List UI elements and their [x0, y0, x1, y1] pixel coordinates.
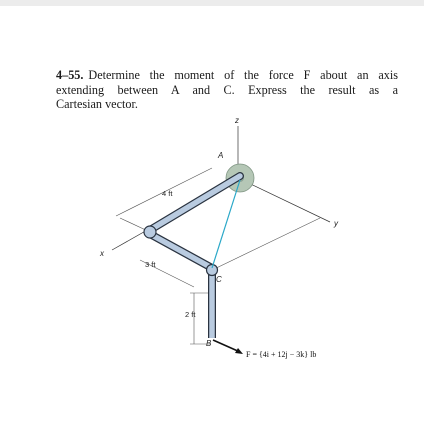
dimension-4ft: 4 ft	[162, 189, 173, 198]
point-c-label: C	[216, 275, 222, 284]
problem-line-2: extending between A and C. Express the result as a	[56, 82, 398, 97]
pipe-elbow	[144, 226, 156, 238]
problem-line-1: 4–55. Determine the moment of the force F about an axis	[56, 68, 398, 82]
point-a-label: A	[218, 151, 224, 160]
force-arrow-line	[213, 340, 240, 352]
reference-lines	[116, 168, 320, 344]
pipe-segment-ab2	[150, 234, 212, 268]
y-axis-label: y	[334, 219, 338, 228]
problem-line-3: Cartesian vector.	[56, 97, 138, 112]
problem-number: 4–55.	[56, 68, 84, 82]
dimension-3ft: 3 ft	[145, 260, 156, 269]
force-label: F = {4i + 12j − 3k} lb	[246, 350, 317, 359]
dimension-2ft: 2 ft	[185, 310, 196, 319]
x-axis-label: x	[100, 249, 104, 258]
z-axis-label: z	[235, 116, 239, 125]
point-b-label: B	[206, 339, 212, 348]
